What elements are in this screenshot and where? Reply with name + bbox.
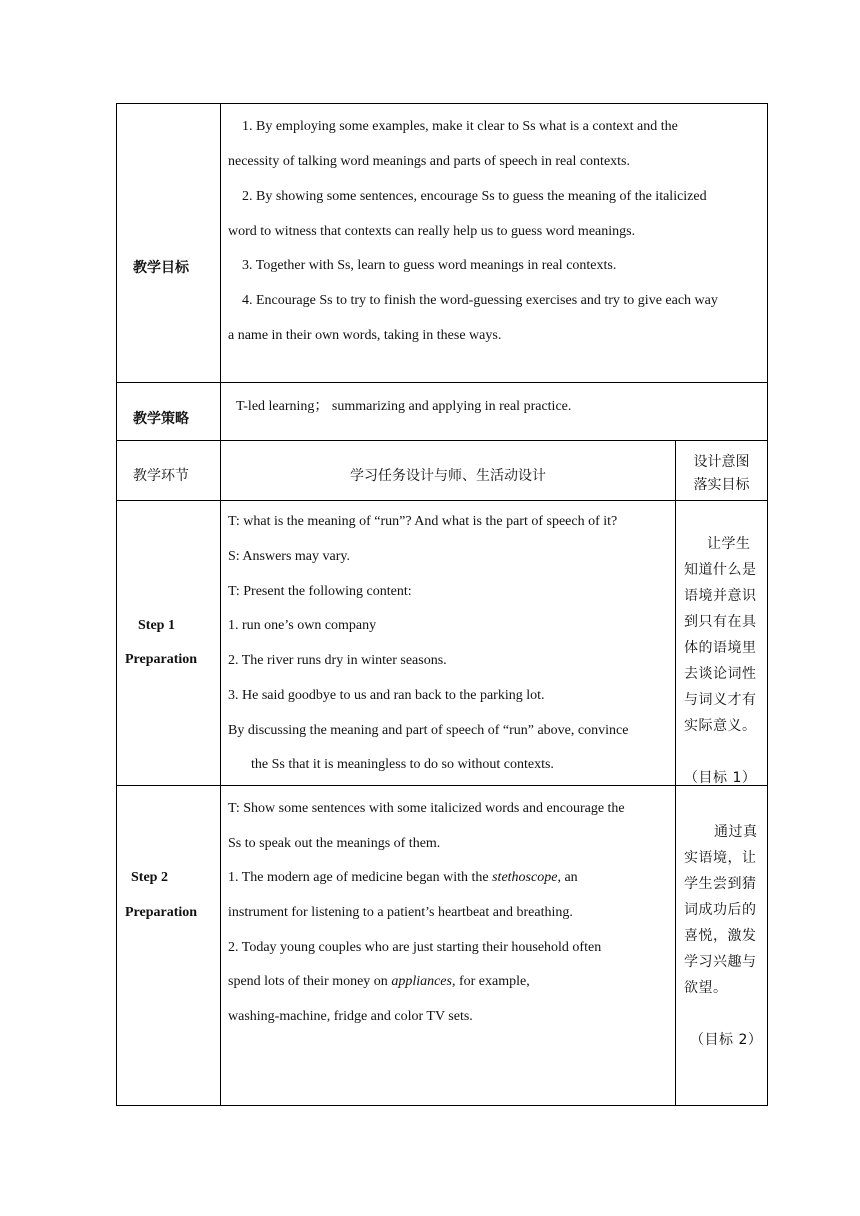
italic-term: stethoscope <box>492 870 558 885</box>
header-activity: 学习任务设计与师、生活动设计 <box>350 468 546 484</box>
strategy-label-cell <box>116 383 220 440</box>
header-intent-cell <box>676 441 767 500</box>
step1-line: 2. The river runs dry in winter seasons. <box>228 653 447 668</box>
header-intent-line2: 落实目标 <box>693 477 750 493</box>
italic-term: appliances <box>391 974 452 989</box>
step2-line: T: Show some sentences with some italicized words and encourage the <box>228 801 625 816</box>
step1-line: S: Answers may vary. <box>228 549 350 564</box>
objective-line: 4. Encourage Ss to try to finish the word-guessing exercises and try to give each way <box>242 293 718 308</box>
step1-label-cell <box>116 501 220 785</box>
step2-text: 1. The modern age of medicine began with the <box>228 870 493 885</box>
objective-line: a name in their own words, taking in these ways. <box>228 328 502 343</box>
table-border-right <box>767 103 768 1106</box>
step2-label-cell <box>116 786 220 1105</box>
header-activity-cell <box>221 441 675 500</box>
step1-line: T: Present the following content: <box>228 584 412 599</box>
step1-line: 1. run one’s own company <box>228 618 377 633</box>
table-border-bottom <box>116 1105 768 1106</box>
header-stage-cell <box>116 441 220 500</box>
objective-line: word to witness that contexts can really help us to guess word meanings. <box>228 224 636 239</box>
lesson-plan-table <box>116 103 768 1106</box>
objectives-label-cell <box>116 103 220 382</box>
strategy-label: 教学策略 <box>133 411 189 427</box>
step2-goal: （目标 2） <box>690 1032 763 1048</box>
step1-intent-line: 去谈论词性 <box>684 666 757 682</box>
objective-line: 3. Together with Ss, learn to guess word meanings in real contexts. <box>242 258 617 273</box>
step2-text: spend lots of their money on <box>228 974 392 989</box>
header-stage: 教学环节 <box>133 468 189 484</box>
step2-intent-line: 喜悦，激发 <box>684 928 757 944</box>
step1-goal: （目标 1） <box>684 770 757 786</box>
step2-intent-line: 欲望。 <box>684 980 728 996</box>
step2-line-with-term <box>228 870 578 886</box>
step1-intent-line: 知道什么是 <box>684 562 757 578</box>
strategy-text: T-led learning； summarizing and applying in real practice. <box>236 399 572 414</box>
step1-intent-line: 让学生 <box>707 536 751 552</box>
step1-content-cell <box>221 501 675 785</box>
step2-intent-line: 学习兴趣与 <box>684 954 757 970</box>
objective-line: necessity of talking word meanings and parts of speech in real contexts. <box>228 154 630 169</box>
step1-line: the Ss that it is meaningless to do so without contexts. <box>251 757 554 772</box>
step2-intent-line: 词成功后的 <box>684 902 757 918</box>
step2-intent-line: 实语境，让 <box>684 850 757 866</box>
step1-line: T: what is the meaning of “run”? And what is the part of speech of it? <box>228 514 618 529</box>
step1-intent-line: 与词义才有 <box>684 692 757 708</box>
step1-line: 3. He said goodbye to us and ran back to the parking lot. <box>228 688 545 703</box>
step1-title: Step 1 <box>138 618 175 633</box>
step1-intent-line: 体的语境里 <box>684 640 757 656</box>
header-intent-line1: 设计意图 <box>693 454 750 470</box>
step1-subtitle: Preparation <box>125 652 198 667</box>
step1-intent-line: 语境并意识 <box>684 588 757 604</box>
step2-text: , an <box>557 870 578 885</box>
step2-line: instrument for listening to a patient’s heartbeat and breathing. <box>228 905 573 920</box>
step2-subtitle: Preparation <box>125 905 198 920</box>
objective-line: 1. By employing some examples, make it clear to Ss what is a context and the <box>242 119 678 134</box>
step2-content-cell <box>221 786 675 1105</box>
objective-line: 2. By showing some sentences, encourage Ss to guess the meaning of the italicized <box>242 189 707 204</box>
step2-intent-line: 通过真 <box>714 824 758 840</box>
step2-line-with-term <box>228 974 530 990</box>
step1-intent-cell <box>676 501 767 785</box>
step1-intent-line: 到只有在具 <box>684 614 757 630</box>
step2-text: , for example, <box>451 974 530 989</box>
step1-line: By discussing the meaning and part of speech of “run” above, convince <box>228 723 629 738</box>
step2-line: 2. Today young couples who are just starting their household often <box>228 940 602 955</box>
step2-title: Step 2 <box>131 870 168 885</box>
step1-intent-line: 实际意义。 <box>684 718 757 734</box>
step2-line: Ss to speak out the meanings of them. <box>228 836 441 851</box>
strategy-content-cell <box>221 383 767 440</box>
objectives-content-cell <box>221 103 767 382</box>
step2-intent-line: 学生尝到猜 <box>684 876 757 892</box>
objectives-label: 教学目标 <box>133 260 189 276</box>
step2-intent-cell <box>676 786 767 1105</box>
step2-line: washing-machine, fridge and color TV sets. <box>228 1009 473 1024</box>
